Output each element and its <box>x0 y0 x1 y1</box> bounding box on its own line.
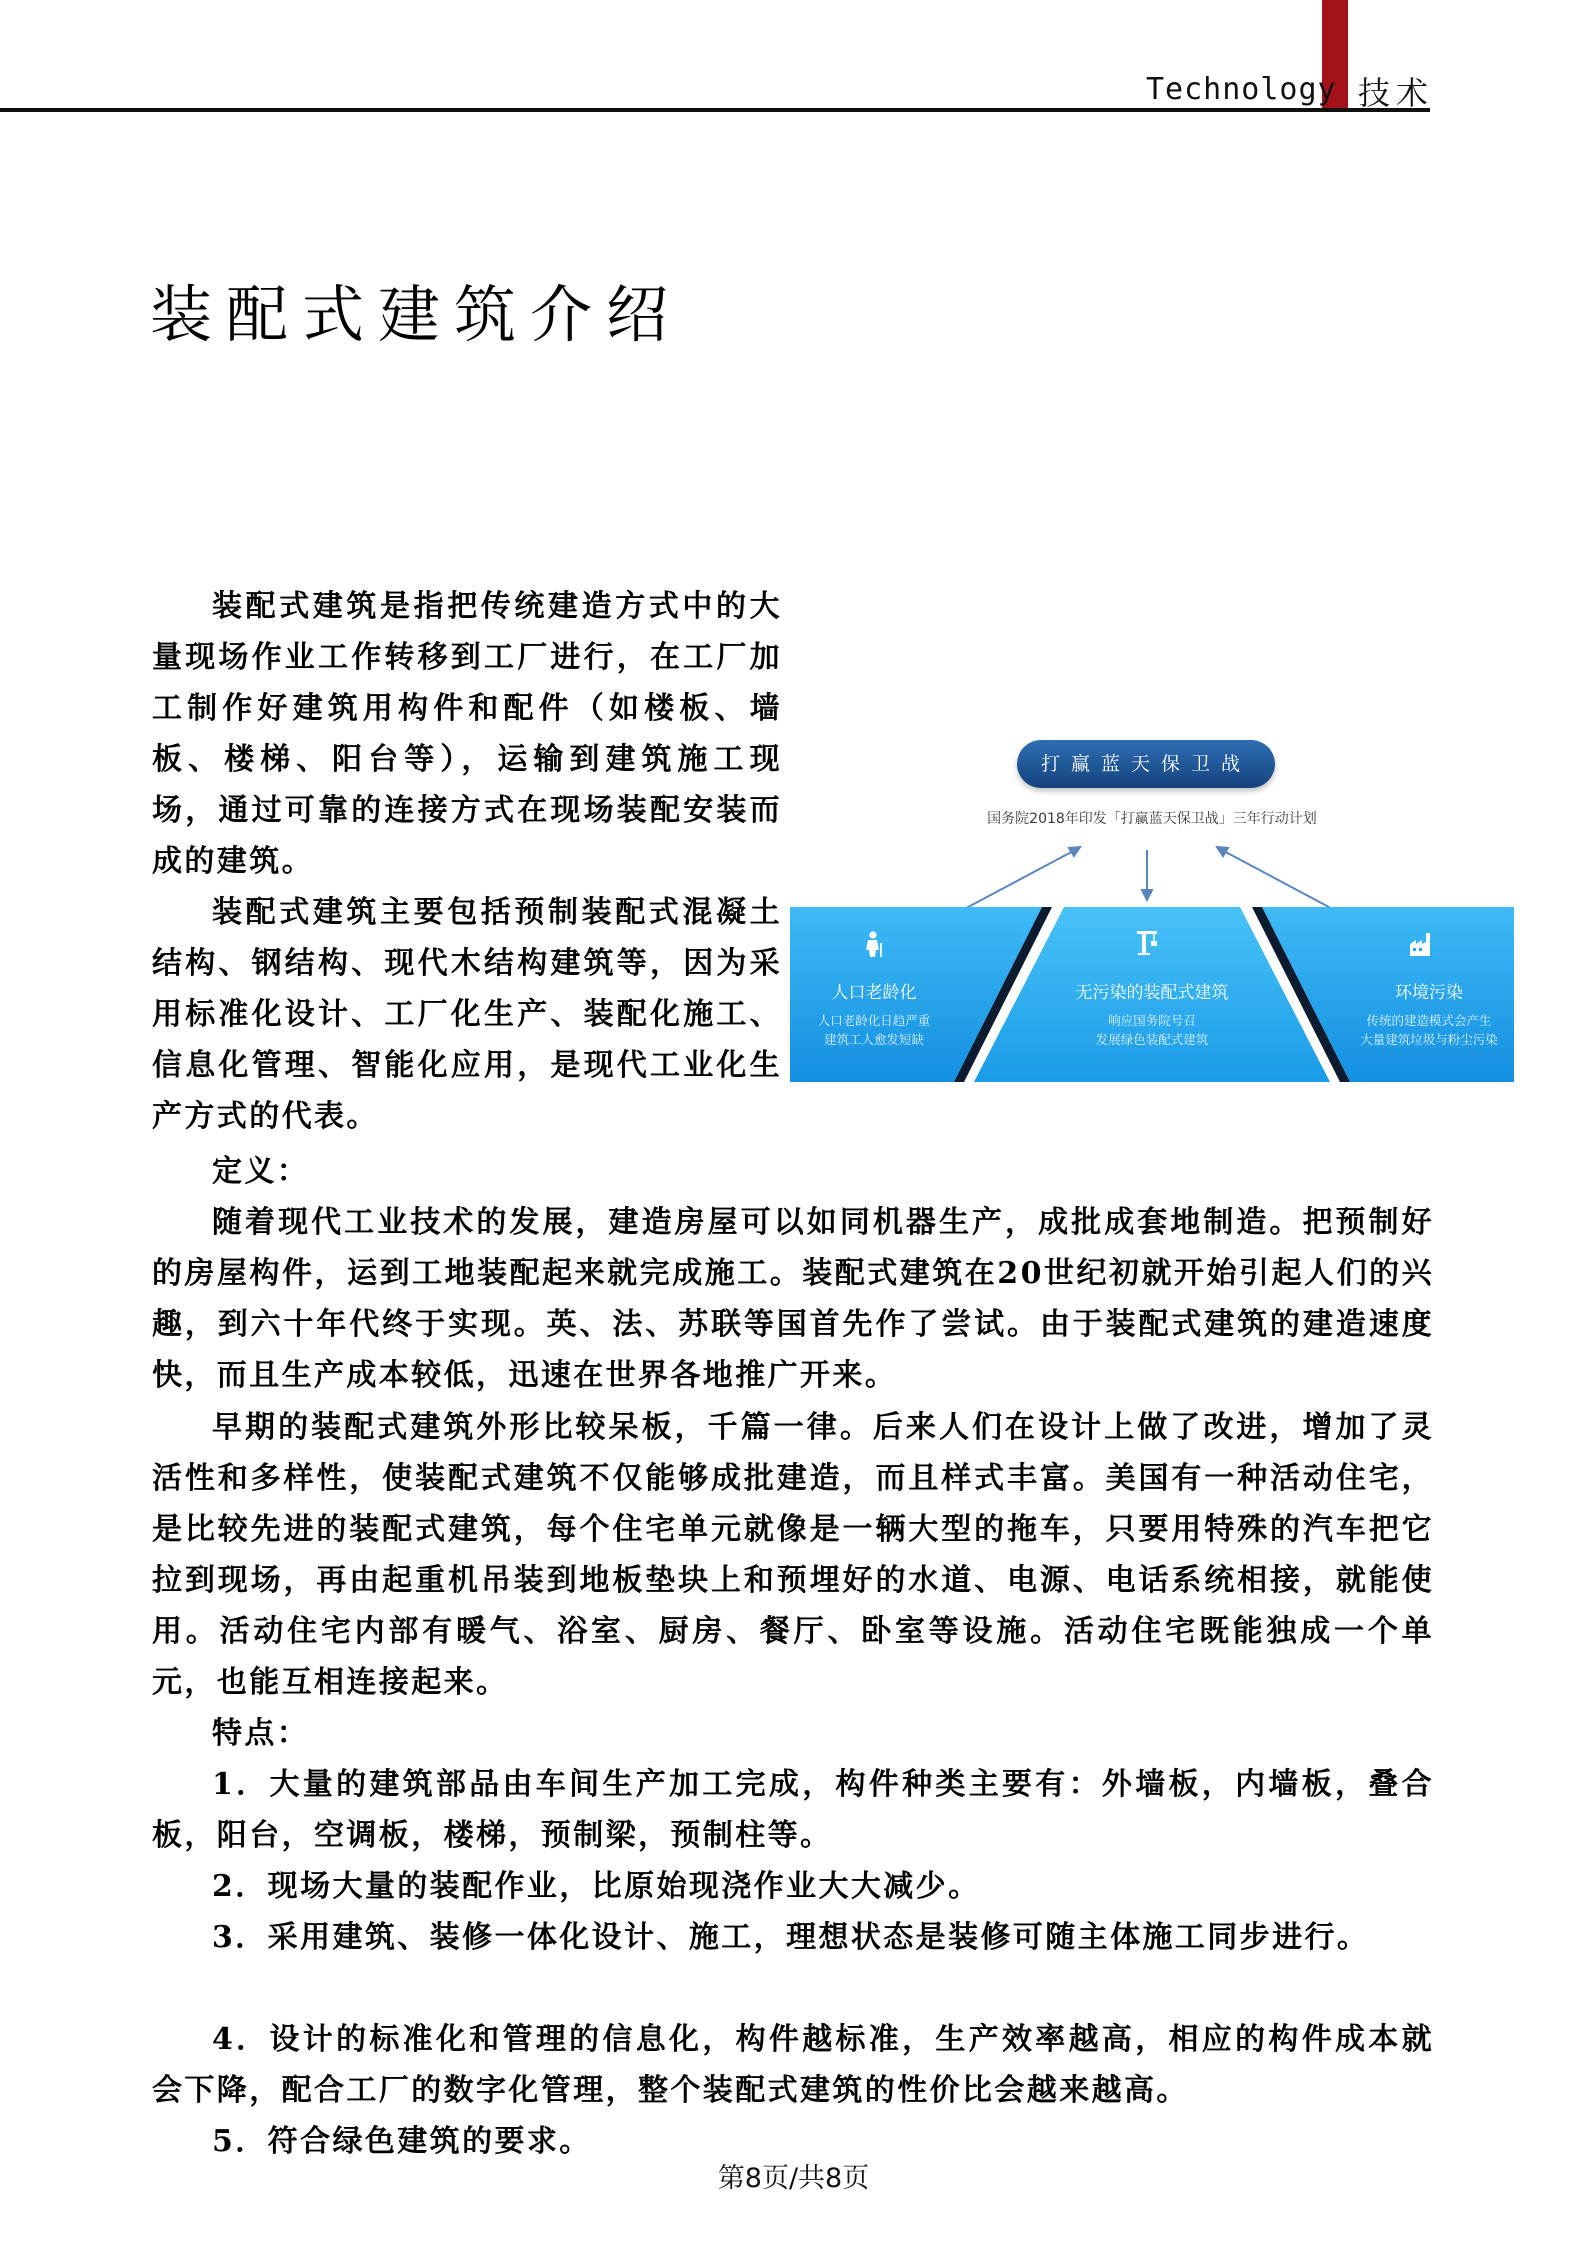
feature-item-5: 5．符合绿色建筑的要求。 <box>212 2124 592 2159</box>
right-panel-line-1: 传统的建造模式会产生 <box>1366 1013 1492 1028</box>
center-panel-line-1: 响应国务院号召 <box>1108 1013 1196 1028</box>
infographic-subtitle: 国务院2018年印发「打赢蓝天保卫战」三年行动计划 <box>987 811 1317 827</box>
definition-paragraph-2: 早期的装配式建筑外形比较呆板，千篇一律。后来人们在设计上做了改进，增加了灵活性和多样性，使装配式建筑不仅能够成批建造，而且样式丰富。美国有一种活动住宅，是比较先进的装配式建筑，每个住宅单元就像是一辆大型的拖车，只要用特殊的汽车把它拉到现场，再由起重机吊装到地板垫块上和预埋好的水道、电源、电话系统相接，就能使用。活动住宅内部有暖气、浴室、厨房、餐厅、卧室等设施。活动住宅既能独成一个单元，也能互相连接起来。 <box>152 1410 1434 1700</box>
page-number: 第8页/共8页 <box>717 2163 870 2194</box>
left-panel-line-2: 建筑工人愈发短缺 <box>823 1032 924 1047</box>
feature-item-4: 4．设计的标准化和管理的信息化，构件越标准，生产效率越高，相应的构件成本就会下降，配合工厂的数字化管理，整个装配式建筑的性价比会越来越高。 <box>152 2022 1434 2108</box>
definition-heading: 定义： <box>212 1154 310 1189</box>
right-panel-title: 环境污染 <box>1395 983 1463 1003</box>
features-heading: 特点： <box>212 1716 310 1751</box>
feature-item-2: 2．现场大量的装配作业，比原始现浇作业大大减少。 <box>212 1869 981 1904</box>
tower-crane-icon <box>1133 928 1159 956</box>
factory-icon <box>1408 930 1434 958</box>
arrow-down-icon <box>1142 850 1152 900</box>
definition-paragraph-1: 随着现代工业技术的发展，建造房屋可以如同机器生产，成批成套地制造。把预制好的房屋构件，运到工地装配起来就完成施工。装配式建筑在20世纪初就开始引起人们的兴趣，到六十年代终于实现。英、法、苏联等国首先作了尝试。由于装配式建筑的建造速度快，而且生产成本较低，迅速在世界各地推广开来。 <box>152 1205 1434 1393</box>
right-panel-line-2: 大量建筑垃圾与粉尘污染 <box>1360 1032 1498 1047</box>
feature-item-1: 1．大量的建筑部品由车间生产加工完成，构件种类主要有：外墙板，内墙板，叠合板，阳台，空调板，楼梯，预制梁，预制柱等。 <box>152 1767 1434 1853</box>
page-title: 装配式建筑介绍 <box>150 278 683 351</box>
left-panel-text <box>790 978 958 1049</box>
left-panel-line-1: 人口老龄化日趋严重 <box>817 1013 931 1028</box>
campaign-pill: 打赢蓝天保卫战 <box>1017 740 1275 788</box>
right-panel-text <box>1344 978 1514 1049</box>
intro-paragraph-2: 装配式建筑主要包括预制装配式混凝土结构、钢结构、现代木结构建筑等，因为采用标准化设计、工厂化生产、装配化施工、信息化管理、智能化应用，是现代工业化生产方式的代表。 <box>152 895 782 1134</box>
intro-paragraph-1: 装配式建筑是指把传统建造方式中的大量现场作业工作转移到工厂进行，在工厂加工制作好建筑用构件和配件（如楼板、墙板、楼梯、阳台等），运输到建筑施工现场，通过可靠的连接方式在现场装配安装而成的建筑。 <box>152 589 782 879</box>
header-section-en: Technology <box>1146 72 1337 107</box>
center-panel-title: 无污染的装配式建筑 <box>1075 983 1229 1003</box>
header-section-cn: 技术 <box>1358 74 1435 112</box>
elderly-person-icon <box>861 930 887 958</box>
infographic <box>790 730 1514 1086</box>
header-rule <box>0 108 1430 112</box>
feature-item-3: 3．采用建筑、装修一体化设计、施工，理想状态是装修可随主体施工同步进行。 <box>212 1920 1370 1955</box>
left-panel-title: 人口老龄化 <box>831 983 917 1003</box>
center-panel-text <box>1020 978 1284 1049</box>
center-panel-line-2: 发展绿色装配式建筑 <box>1095 1032 1209 1047</box>
